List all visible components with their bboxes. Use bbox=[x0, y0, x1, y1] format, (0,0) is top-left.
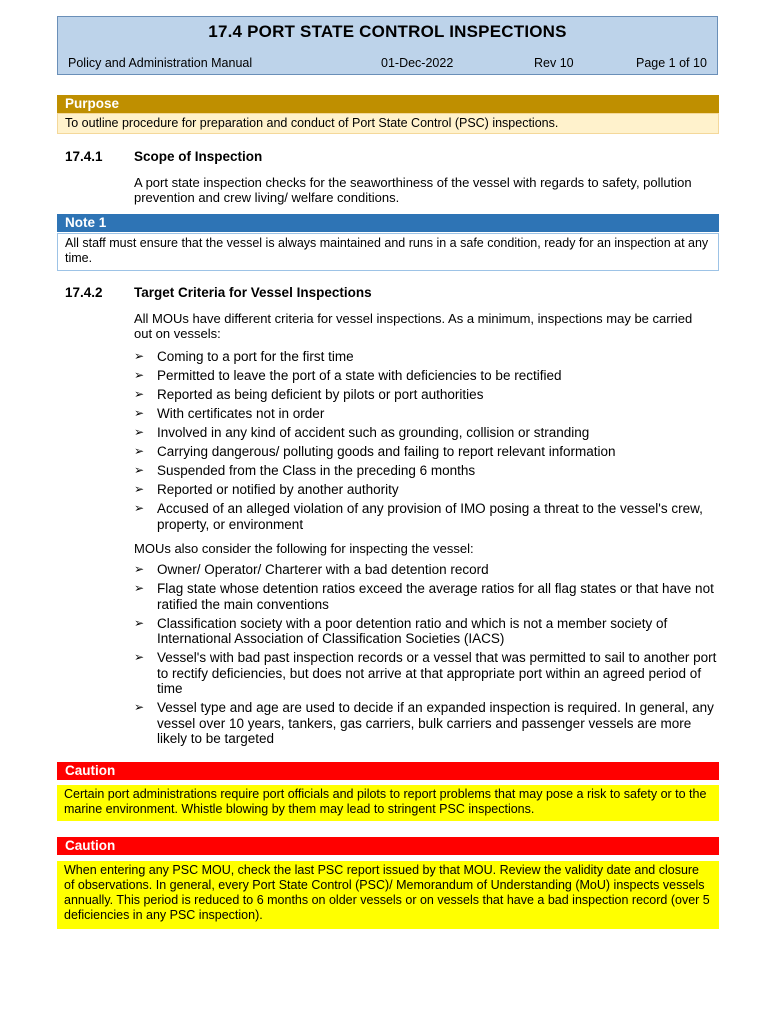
also-criteria-item bbox=[134, 650, 719, 697]
criteria-item bbox=[134, 387, 719, 403]
list-item-text: Reported as being deficient by pilots or port authorities bbox=[157, 387, 484, 402]
bullet-arrow-icon: ➢ bbox=[134, 501, 145, 515]
also-criteria-intro: MOUs also consider the following for inspecting the vessel: bbox=[134, 541, 474, 556]
section-number-2: 17.4.2 bbox=[65, 285, 103, 300]
list-item-text: Reported or notified by another authority bbox=[157, 482, 399, 497]
list-item-text: Vessel type and age are used to decide if an expanded inspection is required. In general, any vessel over 10 years, tankers, gas carriers, bulk carriers and passenger vessels are more likely to be targeted bbox=[157, 700, 714, 746]
list-item-text: Classification society with a poor detention ratio and which is not a member society of International Association of Classification Societies (IACS) bbox=[157, 615, 668, 646]
criteria-item bbox=[134, 463, 719, 479]
note-text: All staff must ensure that the vessel is always maintained and runs in a safe condition, ready for an inspection at any time. bbox=[57, 233, 719, 271]
bullet-arrow-icon: ➢ bbox=[134, 406, 145, 420]
list-item-text: Vessel's with bad past inspection records or a vessel that was permitted to sail to another port to rectify deficiencies, but does not arrive at that appropriate port within an agreed period of time bbox=[157, 650, 717, 696]
list-item-text: Involved in any kind of accident such as grounding, collision or stranding bbox=[157, 425, 590, 440]
section-title-2: Target Criteria for Vessel Inspections bbox=[134, 285, 372, 300]
purpose-heading: Purpose bbox=[57, 95, 719, 113]
document-header bbox=[57, 16, 718, 75]
purpose-text: To outline procedure for preparation and conduct of Port State Control (PSC) inspections. bbox=[57, 113, 719, 134]
section-title-1: Scope of Inspection bbox=[134, 149, 263, 164]
criteria-item bbox=[134, 349, 719, 365]
caution-text-1: Certain port administrations require port officials and pilots to report problems that may pose a risk to safety or to the marine environment. Whistle blowing by them may lead to stringent PSC inspections. bbox=[57, 785, 719, 821]
bullet-arrow-icon: ➢ bbox=[134, 700, 145, 714]
bullet-arrow-icon: ➢ bbox=[134, 349, 145, 363]
section-number-1: 17.4.1 bbox=[65, 149, 103, 164]
criteria-item bbox=[134, 368, 719, 384]
criteria-item bbox=[134, 406, 719, 422]
caution-heading-2: Caution bbox=[57, 837, 719, 855]
bullet-arrow-icon: ➢ bbox=[134, 387, 145, 401]
bullet-arrow-icon: ➢ bbox=[134, 463, 145, 477]
list-item-text: Coming to a port for the first time bbox=[157, 349, 354, 364]
bullet-arrow-icon: ➢ bbox=[134, 650, 145, 664]
revision-label: Rev 10 bbox=[534, 56, 574, 70]
page-number: Page 1 of 10 bbox=[636, 56, 707, 70]
criteria-item bbox=[134, 482, 719, 498]
bullet-arrow-icon: ➢ bbox=[134, 444, 145, 458]
document-title: 17.4 PORT STATE CONTROL INSPECTIONS bbox=[208, 22, 567, 41]
bullet-arrow-icon: ➢ bbox=[134, 482, 145, 496]
bullet-arrow-icon: ➢ bbox=[134, 368, 145, 382]
bullet-arrow-icon: ➢ bbox=[134, 562, 145, 576]
also-criteria-list bbox=[134, 562, 719, 750]
list-item-text: Flag state whose detention ratios exceed the average ratios for all flag states or that have not ratified the main conventions bbox=[157, 581, 714, 612]
manual-name: Policy and Administration Manual bbox=[68, 56, 253, 70]
also-criteria-item bbox=[134, 581, 719, 612]
list-item-text: Permitted to leave the port of a state with deficiencies to be rectified bbox=[157, 368, 562, 383]
list-item-text: Owner/ Operator/ Charterer with a bad detention record bbox=[157, 562, 489, 577]
document-date: 01-Dec-2022 bbox=[381, 56, 454, 70]
also-criteria-item bbox=[134, 616, 719, 647]
caution-text-2: When entering any PSC MOU, check the last PSC report issued by that MOU. Review the validity date and closure of observations. In general, every Port State Control (PSC)/ Memorandum of Understanding (MoU) inspects vessels annually. This period is reduced to 6 months on older vessels or on vessels that have a bad inspection record (over 5 deficiencies in any PSC inspection). bbox=[57, 861, 719, 929]
also-criteria-item bbox=[134, 562, 719, 578]
criteria-intro: All MOUs have different criteria for vessel inspections. As a minimum, inspections may be carried out on vessels: bbox=[134, 311, 693, 341]
criteria-item bbox=[134, 425, 719, 441]
list-item-text: Accused of an alleged violation of any provision of IMO posing a threat to the vessel's crew, property, or environment bbox=[157, 501, 703, 532]
criteria-item bbox=[134, 444, 719, 460]
bullet-arrow-icon: ➢ bbox=[134, 425, 145, 439]
list-item-text: Carrying dangerous/ polluting goods and failing to report relevant information bbox=[157, 444, 616, 459]
list-item-text: With certificates not in order bbox=[157, 406, 325, 421]
note-heading: Note 1 bbox=[57, 214, 719, 232]
caution-heading-1: Caution bbox=[57, 762, 719, 780]
also-criteria-item bbox=[134, 700, 719, 747]
criteria-list bbox=[134, 349, 719, 536]
list-item-text: Suspended from the Class in the preceding 6 months bbox=[157, 463, 476, 478]
bullet-arrow-icon: ➢ bbox=[134, 581, 145, 595]
criteria-item bbox=[134, 501, 719, 532]
scope-paragraph: A port state inspection checks for the seaworthiness of the vessel with regards to safety, pollution prevention and crew living/ welfare conditions. bbox=[134, 175, 692, 205]
bullet-arrow-icon: ➢ bbox=[134, 615, 145, 630]
